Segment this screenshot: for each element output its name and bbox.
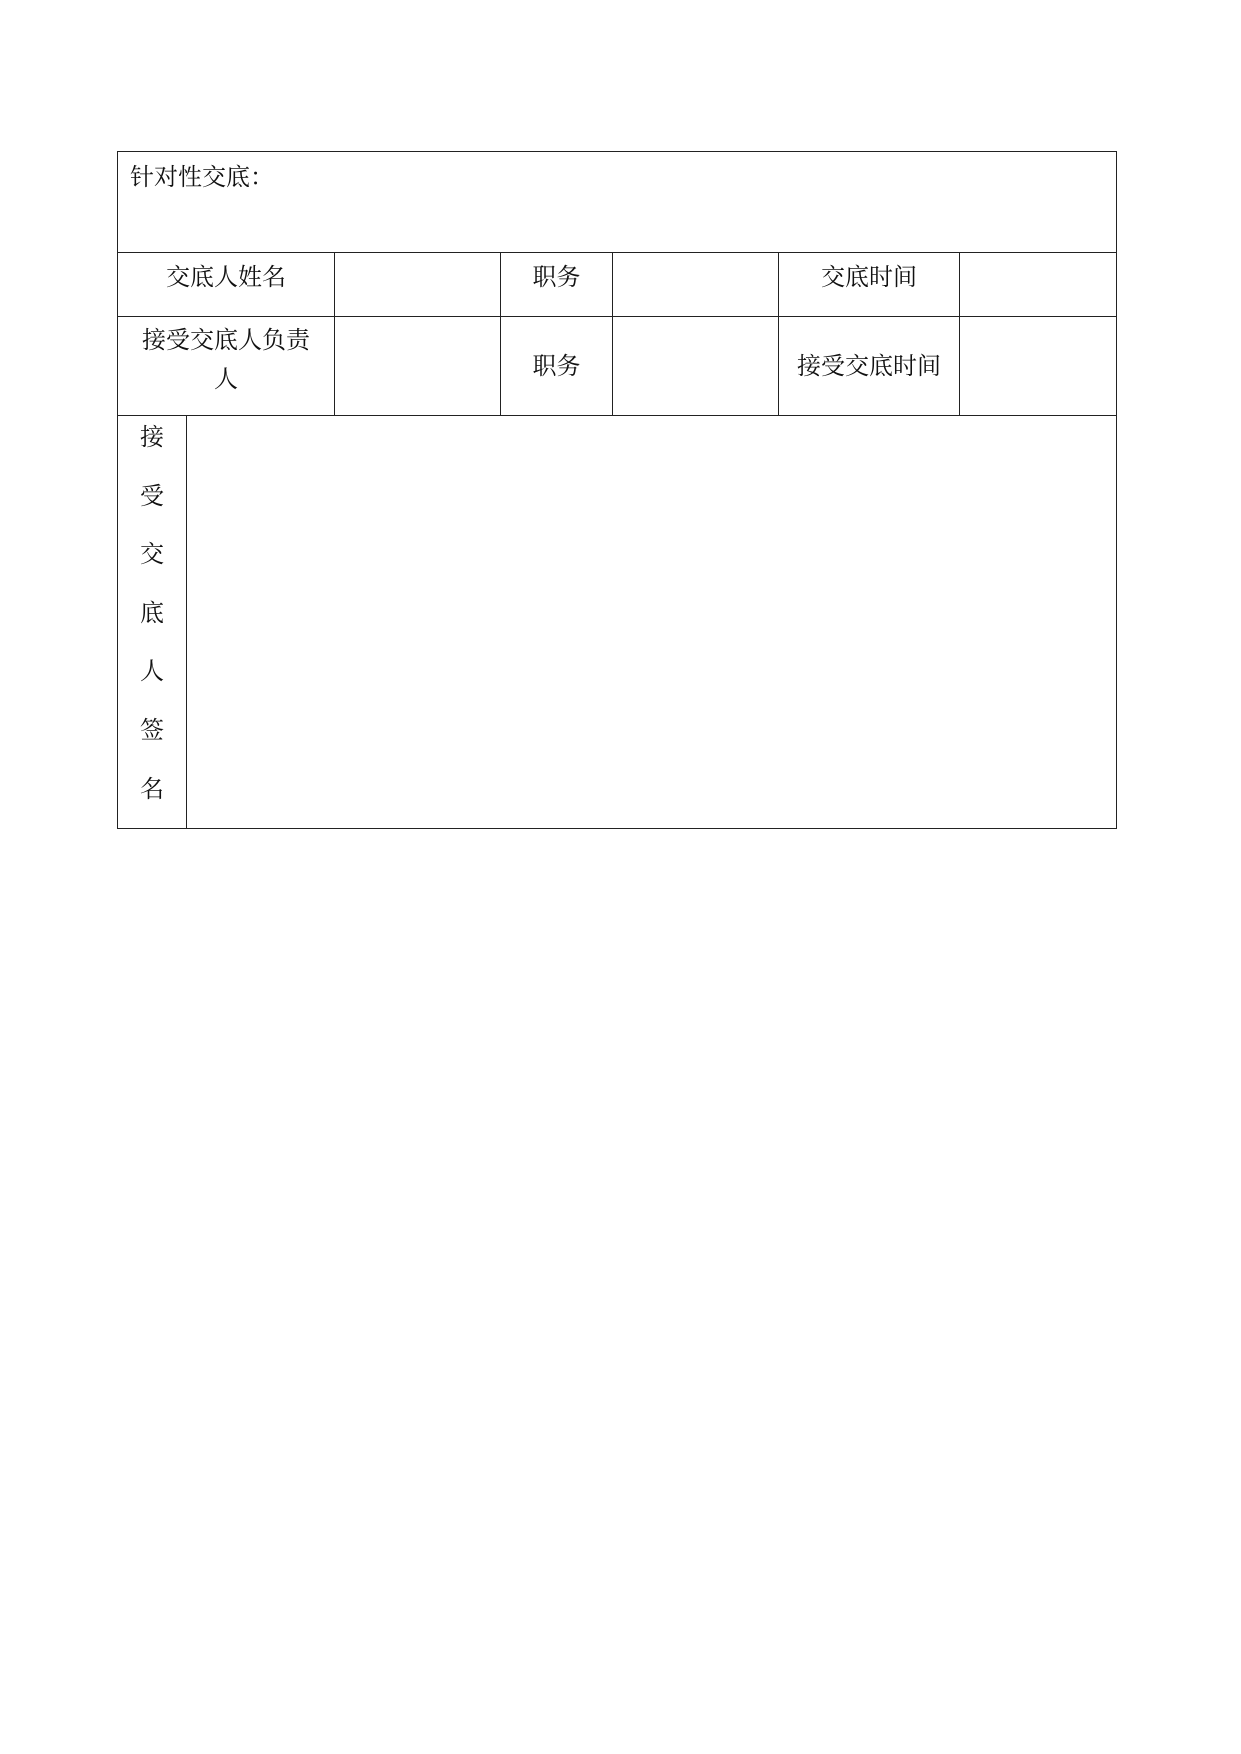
receive-time-field[interactable] — [960, 317, 1117, 416]
receiver-responsible-field[interactable] — [335, 317, 501, 416]
disclosure-time-label-cell — [779, 253, 960, 317]
signature-area[interactable] — [187, 416, 1117, 829]
signature-row — [118, 416, 1117, 829]
receiver-responsible-label-cell — [118, 317, 335, 416]
receiver-row — [118, 317, 1117, 416]
disclosure-form-table — [117, 151, 1117, 829]
receiver-responsible-label-line2: 人 — [214, 365, 238, 393]
receiver-position-field[interactable] — [613, 317, 779, 416]
discloser-name-field[interactable] — [335, 253, 501, 317]
disclosure-time-field[interactable] — [960, 253, 1117, 317]
discloser-row — [118, 253, 1117, 317]
receiver-responsible-label-line1: 接受交底人负责 — [142, 326, 310, 354]
signature-label-char: 交 — [140, 540, 164, 569]
receive-time-label: 接受交底时间 — [797, 352, 941, 380]
signature-label-char: 底 — [140, 598, 164, 627]
discloser-position-label-cell — [501, 253, 613, 317]
discloser-name-label-cell — [118, 253, 335, 317]
receiver-position-label: 职务 — [532, 352, 581, 380]
targeted-disclosure-row — [118, 152, 1117, 253]
signature-label-char: 受 — [140, 481, 164, 510]
signature-label-char: 签 — [140, 715, 164, 744]
signature-label-char: 人 — [140, 657, 164, 686]
signature-label-cell — [118, 416, 187, 829]
receive-time-label-cell — [779, 317, 960, 416]
discloser-name-label: 交底人姓名 — [166, 263, 286, 291]
disclosure-time-label: 交底时间 — [821, 263, 917, 291]
discloser-position-field[interactable] — [613, 253, 779, 317]
signature-label-char: 名 — [140, 774, 164, 803]
discloser-position-label: 职务 — [532, 263, 581, 291]
targeted-disclosure-cell[interactable] — [118, 152, 1117, 253]
targeted-disclosure-label: 针对性交底： — [130, 163, 274, 191]
receiver-position-label-cell — [501, 317, 613, 416]
signature-label-char: 接 — [140, 423, 164, 451]
